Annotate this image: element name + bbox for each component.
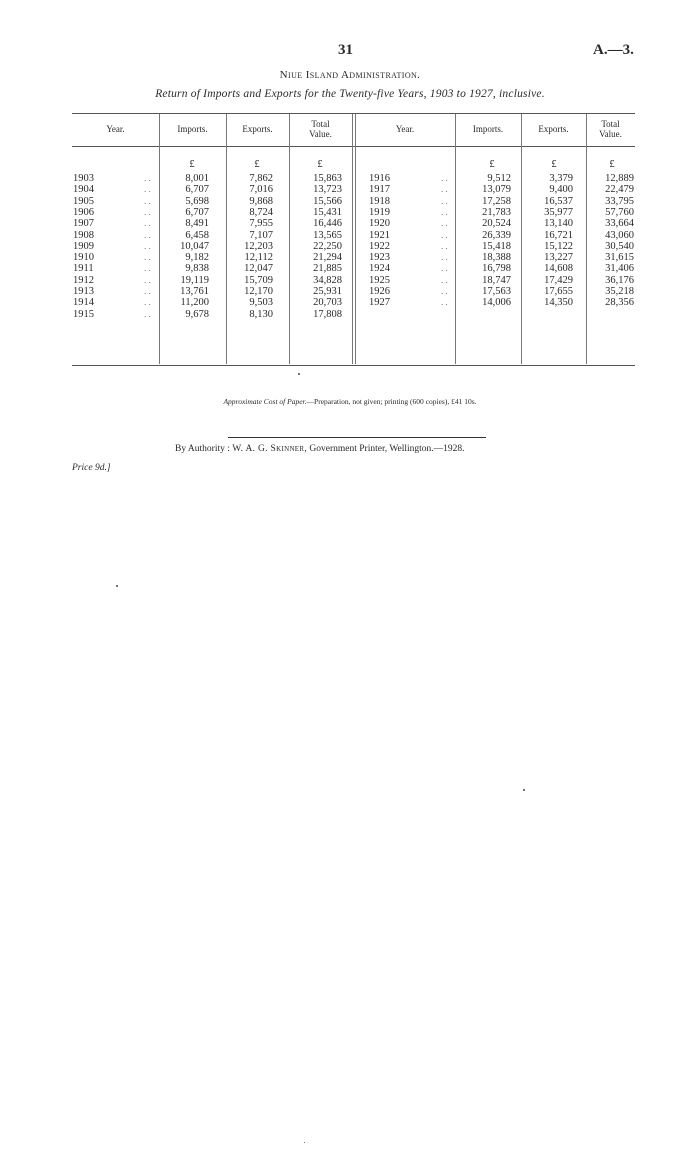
imports-cell: 16,798 bbox=[482, 263, 511, 275]
column-header: Imports. bbox=[177, 124, 208, 134]
cost-note bbox=[0, 397, 700, 406]
table-rule-top bbox=[72, 113, 635, 114]
exports-cell: 15,709 bbox=[244, 274, 273, 286]
year-cell: 1914 bbox=[73, 297, 94, 309]
leader-dots: . . bbox=[144, 240, 151, 251]
year-cell: 1919 bbox=[369, 206, 390, 218]
imports-cell: 18,747 bbox=[482, 274, 511, 286]
exports-cell: 14,608 bbox=[544, 263, 573, 275]
print-speck bbox=[116, 585, 118, 587]
year-cell: 1912 bbox=[73, 274, 94, 286]
year-cell: 1916 bbox=[369, 173, 390, 184]
imports-cell: 10,047 bbox=[180, 240, 209, 252]
currency-symbol: £ bbox=[489, 159, 495, 170]
exports-cell: 7,107 bbox=[249, 229, 273, 241]
exports-cell: 12,047 bbox=[244, 263, 273, 275]
column-divider bbox=[355, 114, 356, 364]
authority-prefix: By Authority : bbox=[175, 444, 230, 454]
imports-cell: 13,079 bbox=[482, 184, 511, 196]
imports-cell: 9,678 bbox=[185, 308, 209, 320]
print-speck bbox=[298, 373, 300, 375]
authority-suffix: Government Printer, Wellington.—1928. bbox=[309, 444, 465, 454]
total-cell: 25,931 bbox=[313, 286, 342, 297]
imports-cell: 26,339 bbox=[482, 229, 511, 241]
exports-cell: 12,112 bbox=[244, 252, 273, 264]
leader-dots: . . bbox=[441, 286, 448, 296]
imports-cell: 14,006 bbox=[482, 297, 511, 309]
exports-cell: 17,655 bbox=[544, 286, 573, 297]
year-cell: 1923 bbox=[369, 252, 390, 264]
year-cell: 1924 bbox=[369, 263, 390, 275]
year-cell: 1913 bbox=[73, 286, 94, 297]
page-number: 31 bbox=[338, 42, 353, 58]
exports-cell: 8,130 bbox=[249, 308, 273, 320]
exports-cell: 7,862 bbox=[249, 173, 273, 184]
currency-symbol: £ bbox=[189, 159, 195, 170]
table-rule-header bbox=[72, 146, 635, 147]
year-cell: 1911 bbox=[73, 263, 94, 275]
total-cell: 31,615 bbox=[605, 252, 634, 264]
year-cell: 1906 bbox=[73, 206, 94, 218]
exports-cell: 17,429 bbox=[544, 274, 573, 286]
exports-cell: 12,170 bbox=[244, 286, 273, 297]
exports-cell: 16,721 bbox=[544, 229, 573, 241]
year-cell: 1925 bbox=[369, 274, 390, 286]
exports-cell: 7,016 bbox=[249, 184, 273, 196]
imports-exports-table bbox=[72, 113, 635, 366]
total-cell: 43,060 bbox=[605, 229, 634, 241]
exports-cell: 9,503 bbox=[249, 297, 273, 309]
authority-rule bbox=[228, 437, 486, 438]
printer-name: W. A. G. Skinner, bbox=[232, 444, 308, 454]
leader-dots: . . bbox=[144, 206, 151, 217]
column-header: Total Value. bbox=[599, 119, 622, 139]
column-header: Imports. bbox=[472, 124, 504, 134]
total-cell: 15,431 bbox=[313, 206, 342, 218]
column-header: Year. bbox=[395, 124, 415, 134]
year-cell: 1907 bbox=[73, 218, 94, 230]
total-cell: 33,795 bbox=[605, 195, 634, 207]
exports-cell: 12,203 bbox=[244, 240, 273, 252]
year-cell: 1915 bbox=[73, 308, 94, 320]
leader-dots: . . bbox=[441, 252, 448, 263]
imports-cell: 11,200 bbox=[180, 297, 209, 309]
imports-cell: 17,258 bbox=[482, 195, 511, 207]
total-cell: 20,703 bbox=[313, 297, 342, 309]
year-cell: 1920 bbox=[369, 218, 390, 230]
page-title: Niue Island Administration. bbox=[279, 69, 421, 81]
exports-cell: 16,537 bbox=[544, 195, 573, 207]
imports-cell: 8,491 bbox=[185, 218, 209, 230]
leader-dots: . . bbox=[441, 184, 448, 195]
year-cell: 1910 bbox=[73, 252, 94, 264]
year-cell: 1918 bbox=[369, 195, 390, 207]
exports-cell: 9,400 bbox=[549, 184, 573, 196]
total-cell: 31,406 bbox=[605, 263, 634, 275]
year-cell: 1927 bbox=[369, 297, 390, 309]
print-speck bbox=[304, 1142, 305, 1143]
total-cell: 28,356 bbox=[605, 297, 634, 309]
total-cell: 16,446 bbox=[313, 218, 342, 230]
total-cell: 30,540 bbox=[605, 240, 634, 252]
leader-dots: . . bbox=[144, 286, 151, 296]
cost-note-text: —Preparation, not given; printing (600 copies), £41 10s. bbox=[306, 397, 477, 406]
column-header: Total Value. bbox=[309, 119, 332, 139]
total-cell: 15,566 bbox=[313, 195, 342, 207]
imports-cell: 17,563 bbox=[482, 286, 511, 297]
total-cell: 12,889 bbox=[605, 173, 634, 184]
total-cell: 21,885 bbox=[313, 263, 342, 275]
column-divider bbox=[352, 114, 353, 364]
leader-dots: . . bbox=[441, 229, 448, 240]
currency-symbol: £ bbox=[317, 159, 323, 170]
imports-cell: 5,698 bbox=[185, 195, 209, 207]
year-cell: 1909 bbox=[73, 240, 94, 252]
leader-dots: . . bbox=[144, 297, 151, 308]
leader-dots: . . bbox=[441, 218, 448, 229]
year-cell: 1904 bbox=[73, 184, 94, 196]
leader-dots: . . bbox=[144, 218, 151, 229]
exports-cell: 13,227 bbox=[544, 252, 573, 264]
currency-symbol: £ bbox=[551, 159, 557, 170]
imports-cell: 6,707 bbox=[185, 184, 209, 196]
column-header: Exports. bbox=[242, 124, 273, 134]
imports-cell: 9,182 bbox=[185, 252, 209, 264]
leader-dots: . . bbox=[441, 206, 448, 217]
total-cell: 21,294 bbox=[313, 252, 342, 264]
currency-symbol: £ bbox=[609, 159, 615, 170]
imports-cell: 18,388 bbox=[482, 252, 511, 264]
year-cell: 1926 bbox=[369, 286, 390, 297]
printer-authority bbox=[175, 444, 465, 454]
page-subtitle: Return of Imports and Exports for the Twenty-five Years, 1903 to 1927, inclusive. bbox=[155, 88, 545, 100]
total-cell: 35,218 bbox=[605, 286, 634, 297]
leader-dots: . . bbox=[144, 195, 151, 206]
exports-cell: 13,140 bbox=[544, 218, 573, 230]
leader-dots: . . bbox=[441, 274, 448, 285]
total-cell: 13,565 bbox=[313, 229, 342, 241]
imports-cell: 6,458 bbox=[185, 229, 209, 241]
imports-cell: 6,707 bbox=[185, 206, 209, 218]
exports-cell: 35,977 bbox=[544, 206, 573, 218]
year-cell: 1905 bbox=[73, 195, 94, 207]
total-cell: 57,760 bbox=[605, 206, 634, 218]
leader-dots: . . bbox=[144, 274, 151, 285]
leader-dots: . . bbox=[441, 297, 448, 308]
column-header: Year. bbox=[106, 124, 125, 134]
total-cell: 13,723 bbox=[313, 184, 342, 196]
year-cell: 1922 bbox=[369, 240, 390, 252]
year-cell: 1903 bbox=[73, 173, 94, 184]
document-code: A.—3. bbox=[593, 42, 634, 58]
cost-note-label: Approximate Cost of Paper. bbox=[223, 397, 307, 406]
exports-cell: 8,724 bbox=[249, 206, 273, 218]
print-speck bbox=[523, 789, 525, 791]
imports-cell: 15,418 bbox=[482, 240, 511, 252]
leader-dots: . . bbox=[144, 263, 151, 274]
year-cell: 1908 bbox=[73, 229, 94, 241]
total-cell: 17,808 bbox=[313, 308, 342, 320]
imports-cell: 9,512 bbox=[487, 173, 511, 184]
total-cell: 22,250 bbox=[313, 240, 342, 252]
total-cell: 34,828 bbox=[313, 274, 342, 286]
imports-cell: 9,838 bbox=[185, 263, 209, 275]
imports-cell: 8,001 bbox=[185, 173, 209, 184]
leader-dots: . . bbox=[441, 263, 448, 274]
column-header: Exports. bbox=[538, 124, 569, 134]
leader-dots: . . bbox=[144, 173, 151, 183]
imports-cell: 20,524 bbox=[482, 218, 511, 230]
exports-cell: 7,955 bbox=[249, 218, 273, 230]
leader-dots: . . bbox=[144, 229, 151, 240]
imports-cell: 21,783 bbox=[482, 206, 511, 218]
total-cell: 36,176 bbox=[605, 274, 634, 286]
exports-cell: 9,868 bbox=[249, 195, 273, 207]
imports-cell: 19,119 bbox=[180, 274, 209, 286]
imports-cell: 13,761 bbox=[180, 286, 209, 297]
table-rule-bottom bbox=[72, 365, 635, 366]
exports-cell: 15,122 bbox=[544, 240, 573, 252]
currency-symbol: £ bbox=[254, 159, 260, 170]
exports-cell: 3,379 bbox=[549, 173, 573, 184]
total-cell: 22,479 bbox=[605, 184, 634, 196]
leader-dots: . . bbox=[441, 173, 448, 183]
year-cell: 1917 bbox=[369, 184, 390, 196]
leader-dots: . . bbox=[144, 184, 151, 195]
leader-dots: . . bbox=[144, 252, 151, 263]
total-cell: 15,863 bbox=[313, 173, 342, 184]
exports-cell: 14,350 bbox=[544, 297, 573, 309]
year-cell: 1921 bbox=[369, 229, 390, 241]
price: Price 9d.] bbox=[72, 463, 111, 473]
total-cell: 33,664 bbox=[605, 218, 634, 230]
leader-dots: . . bbox=[144, 308, 151, 319]
leader-dots: . . bbox=[441, 195, 448, 206]
leader-dots: . . bbox=[441, 240, 448, 251]
